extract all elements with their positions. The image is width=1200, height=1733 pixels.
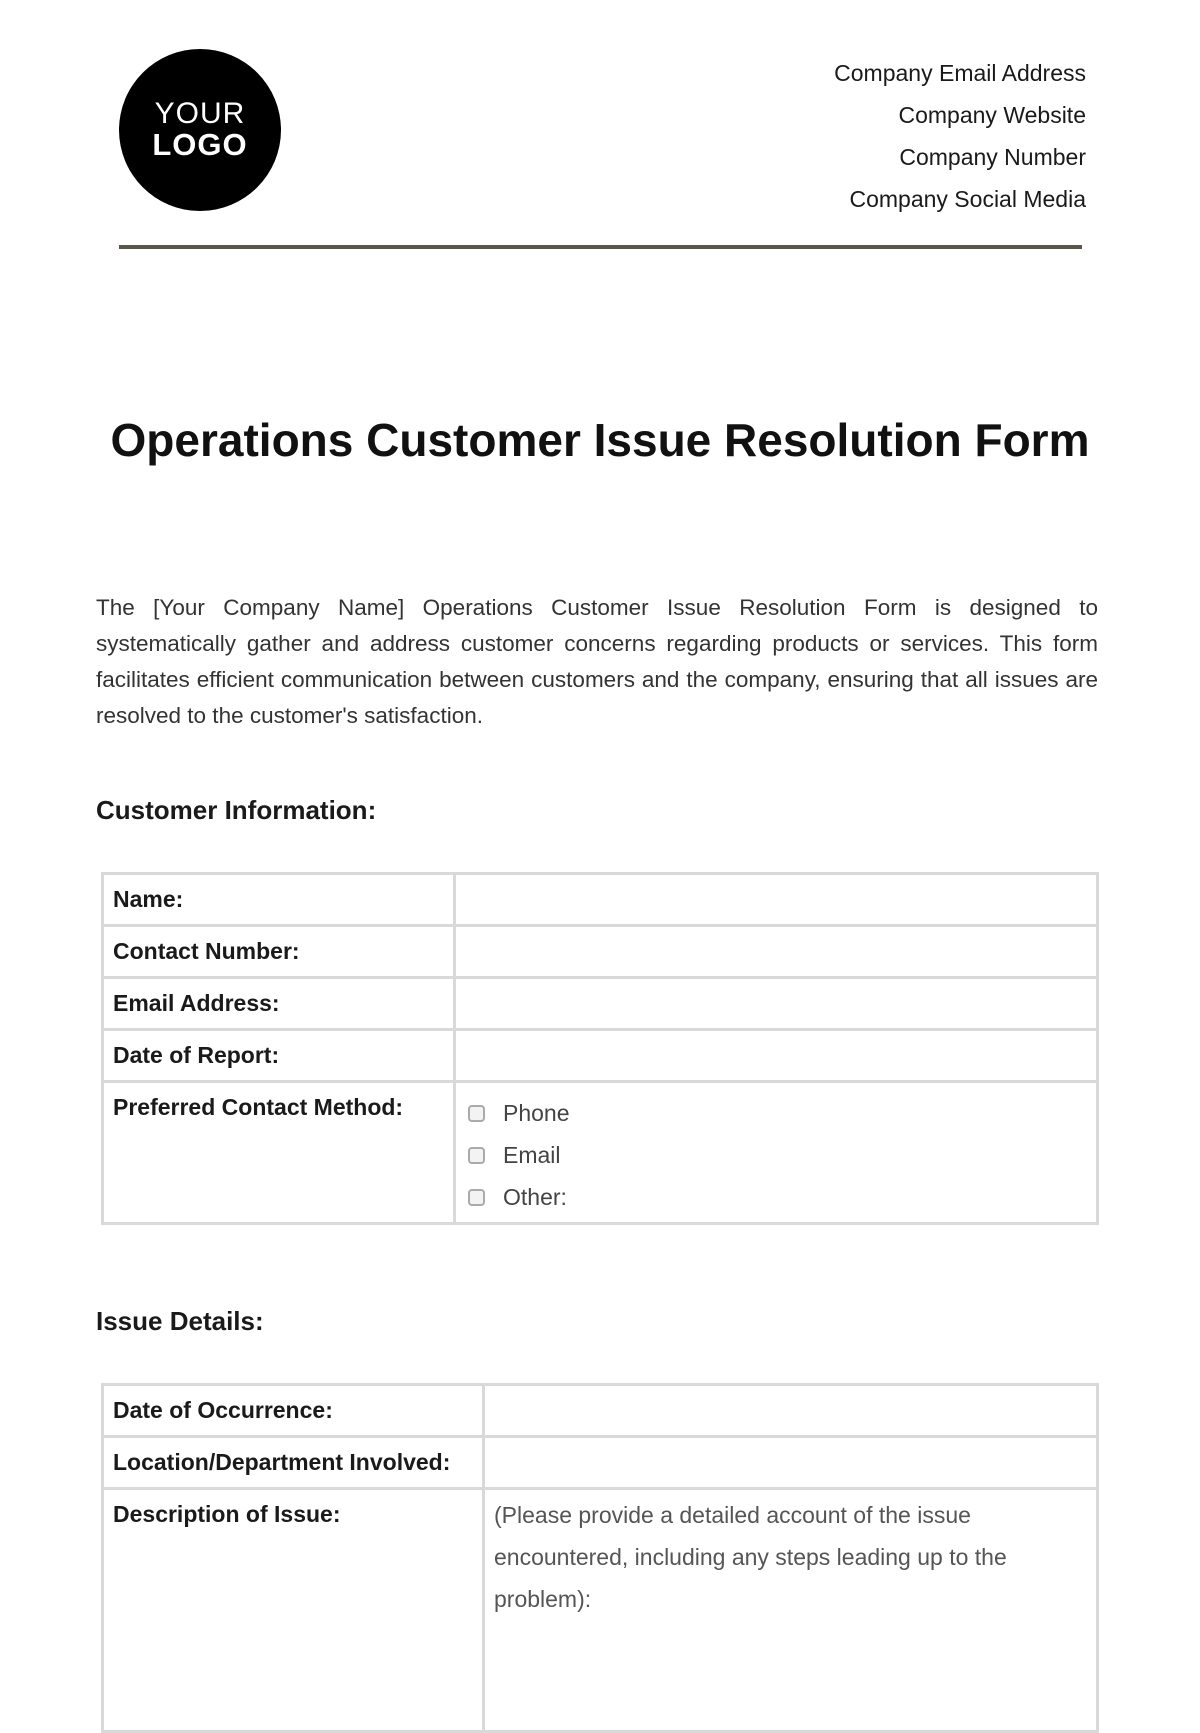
contact-option-other[interactable] (465, 1176, 1087, 1218)
contact-option-email[interactable] (465, 1134, 1087, 1176)
checkbox-icon[interactable] (468, 1105, 485, 1122)
table-row (103, 1030, 1098, 1082)
issue-details-heading: Issue Details: (96, 1306, 264, 1336)
checkbox-icon[interactable] (468, 1189, 485, 1206)
document-title: Operations Customer Issue Resolution Form (110, 414, 1090, 466)
description-hint: (Please provide a detailed account of the issue encountered, including any steps leading up to the problem): (494, 1502, 1007, 1612)
customer-info-heading: Customer Information: (96, 795, 377, 825)
email-address-label: Email Address: (103, 978, 455, 1030)
preferred-contact-method-options (455, 1082, 1098, 1224)
description-of-issue-label: Description of Issue: (103, 1489, 484, 1732)
issue-details-table (101, 1383, 1099, 1733)
contact-option-phone[interactable] (465, 1092, 1087, 1134)
location-department-field[interactable] (484, 1437, 1098, 1489)
table-row (103, 874, 1098, 926)
name-label: Name: (103, 874, 455, 926)
company-social-media: Company Social Media (849, 186, 1086, 212)
company-contact-block (834, 52, 1086, 220)
company-logo (119, 49, 281, 211)
contact-number-label: Contact Number: (103, 926, 455, 978)
table-row (103, 1385, 1098, 1437)
preferred-contact-method-label: Preferred Contact Method: (103, 1082, 455, 1224)
header-divider (119, 245, 1082, 249)
description-of-issue-field[interactable] (484, 1489, 1098, 1732)
contact-number-field[interactable] (455, 926, 1098, 978)
table-row (103, 978, 1098, 1030)
contact-option-label: Other: (503, 1183, 567, 1210)
table-row (103, 1437, 1098, 1489)
date-of-occurrence-label: Date of Occurrence: (103, 1385, 484, 1437)
customer-info-table (101, 872, 1099, 1225)
location-department-label: Location/Department Involved: (103, 1437, 484, 1489)
company-website: Company Website (898, 102, 1086, 128)
company-email: Company Email Address (834, 60, 1086, 86)
table-row (103, 926, 1098, 978)
contact-option-label: Email (503, 1141, 561, 1168)
logo-line-2: LOGO (152, 127, 248, 163)
name-field[interactable] (455, 874, 1098, 926)
document-intro: The [Your Company Name] Operations Customer Issue Resolution Form is designed to systematically gather and address customer concerns regarding products or services. This form facilitates efficient communication between customers and the company, ensuring that all issues are resolved to the customer's satisfaction. (96, 595, 1098, 728)
email-address-field[interactable] (455, 978, 1098, 1030)
table-row (103, 1489, 1098, 1732)
date-of-occurrence-field[interactable] (484, 1385, 1098, 1437)
date-of-report-label: Date of Report: (103, 1030, 455, 1082)
logo-line-1: YOUR (154, 96, 246, 130)
table-row (103, 1082, 1098, 1224)
date-of-report-field[interactable] (455, 1030, 1098, 1082)
company-number: Company Number (899, 144, 1086, 170)
checkbox-icon[interactable] (468, 1147, 485, 1164)
contact-option-label: Phone (503, 1099, 570, 1126)
